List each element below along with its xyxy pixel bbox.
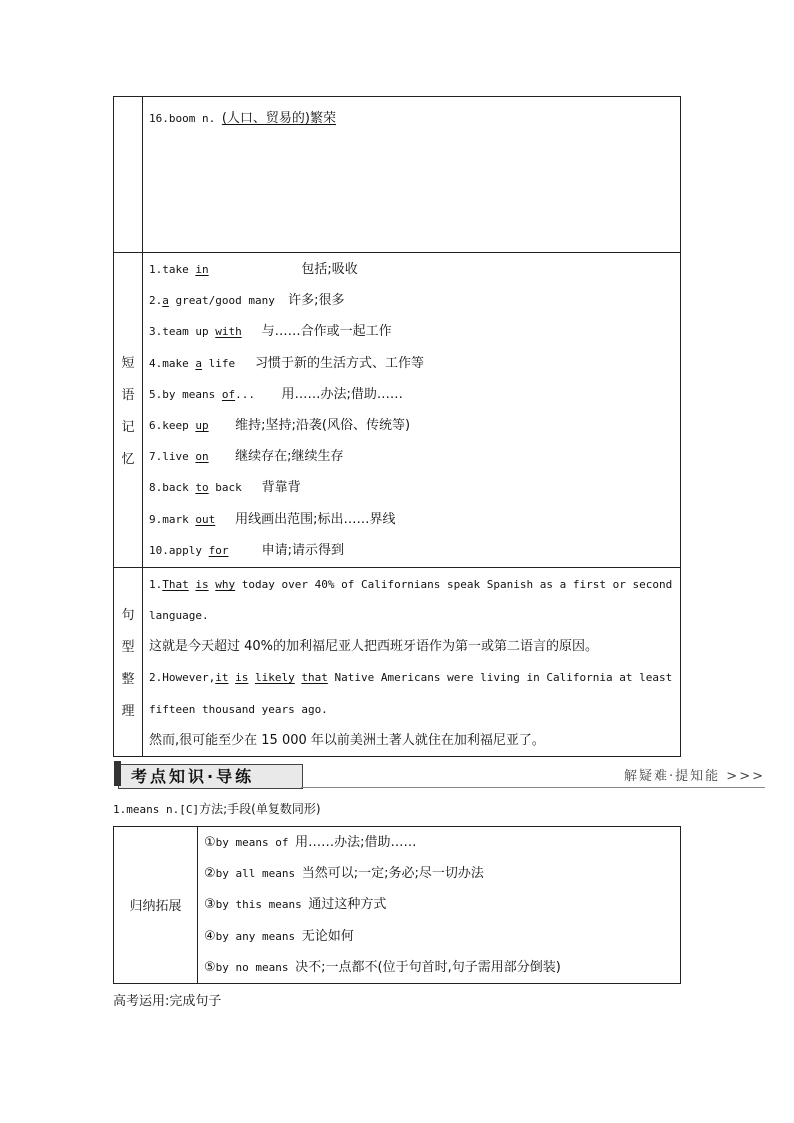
sentence-content-cell bbox=[143, 567, 681, 756]
banner-title: 考点知识·导练 bbox=[131, 767, 255, 786]
banner-title-box bbox=[118, 764, 303, 789]
vocab-item-16 bbox=[149, 103, 674, 134]
sentence-2-blank: it bbox=[215, 671, 229, 685]
phrase-text: 8.back bbox=[149, 481, 196, 495]
phrase-blank: on bbox=[195, 450, 209, 464]
phrase-gap bbox=[215, 513, 228, 526]
sentence-2-line-2: fifteen thousand years ago. bbox=[149, 702, 328, 716]
main-table-wrapper bbox=[113, 96, 681, 757]
point-1-item bbox=[204, 921, 674, 952]
sentence-side-char: 型 bbox=[121, 640, 135, 656]
point-1-item bbox=[204, 952, 674, 983]
vocab-side-cell bbox=[114, 97, 143, 253]
point-1-label: 归纳拓展 bbox=[114, 827, 198, 984]
phrase-space bbox=[248, 357, 255, 370]
phrase-space bbox=[255, 325, 262, 338]
phrase-meaning: 许多;很多 bbox=[288, 293, 345, 309]
point-1-list bbox=[198, 827, 680, 983]
sentence-side-char: 句 bbox=[121, 608, 135, 624]
point-1-meaning: 用……办法;借助…… bbox=[295, 835, 417, 850]
point-1-table-wrapper bbox=[113, 826, 681, 984]
phrase-meaning: 用……办法;借助…… bbox=[281, 386, 403, 402]
sentence-2-line-1: 2.However,it is likely that Native Americans were living in California at least bbox=[149, 671, 673, 685]
phrase-blank: a bbox=[195, 356, 202, 370]
phrase-gap bbox=[209, 450, 229, 463]
point-1-meaning: 无论如何 bbox=[301, 928, 354, 944]
vocab-item-16-en: 16.boom n. bbox=[149, 112, 222, 125]
phrase-item bbox=[149, 254, 674, 285]
point-1-table bbox=[113, 826, 681, 984]
point-1-number: ① bbox=[204, 835, 216, 850]
phrase-content-cell bbox=[143, 253, 681, 568]
point-1-content bbox=[198, 827, 681, 984]
phrase-text: 4.make bbox=[149, 356, 196, 370]
phrase-meaning: 背靠背 bbox=[261, 480, 301, 496]
phrase-meaning: 申请;请示得到 bbox=[261, 542, 344, 558]
phrase-text: great/good many bbox=[168, 294, 282, 308]
sentence-1-line-1: 1.That is why today over 40% of Californians speak Spanish as a first or second bbox=[149, 577, 673, 591]
phrase-side-char: 记 bbox=[121, 420, 135, 436]
point-1-phrase: by all means bbox=[215, 867, 302, 881]
point-1-item bbox=[204, 827, 674, 858]
vocab-item-16-answer: (人口、贸易的)繁荣 bbox=[221, 111, 337, 126]
point-1-phrase: by means of bbox=[215, 836, 296, 849]
phrase-text: 6.keep bbox=[149, 418, 196, 432]
phrase-text: ... bbox=[235, 387, 255, 401]
phrase-item bbox=[149, 316, 674, 347]
phrase-text: 9.mark bbox=[149, 512, 196, 526]
phrase-item bbox=[149, 379, 674, 410]
point-1-heading: 1.means n.[C]方法;手段(单复数同形) bbox=[113, 802, 321, 816]
phrase-gap bbox=[255, 388, 275, 401]
phrase-item bbox=[149, 410, 674, 441]
sentence-2-blank: likely bbox=[254, 671, 295, 685]
point-1-phrase: by no means bbox=[215, 960, 296, 974]
point-1-number: ③ bbox=[204, 897, 216, 913]
phrase-side-char: 语 bbox=[121, 388, 135, 404]
banner-subtitle: 解疑难·提知能 >>> bbox=[624, 769, 765, 784]
vocab-content-cell bbox=[143, 97, 681, 253]
phrase-side-char: 忆 bbox=[121, 452, 135, 468]
phrase-meaning: 与……合作或一起工作 bbox=[261, 324, 392, 340]
phrase-blank: with bbox=[215, 325, 242, 339]
point-1-number: ④ bbox=[204, 928, 216, 944]
phrase-meaning: 习惯于新的生活方式、工作等 bbox=[254, 355, 424, 371]
point-1-meaning: 决不;一点都不(位于句首时,句子需用部分倒装) bbox=[295, 959, 561, 975]
sentence-side-char: 整 bbox=[121, 672, 135, 688]
point-1-meaning: 通过这种方式 bbox=[308, 897, 387, 913]
phrase-text: 5.by means bbox=[149, 387, 222, 401]
phrase-meaning: 维持;坚持;沿袭(风俗、传统等) bbox=[235, 417, 411, 433]
phrase-item bbox=[149, 441, 674, 472]
sentence-side-label bbox=[114, 567, 143, 756]
phrase-text: 10.apply bbox=[149, 543, 209, 557]
phrase-gap bbox=[228, 544, 255, 557]
phrase-item bbox=[149, 472, 674, 503]
phrase-text: back bbox=[208, 481, 242, 495]
phrase-blank: up bbox=[195, 418, 209, 432]
phrase-blank: a bbox=[162, 294, 169, 308]
phrase-side-label bbox=[114, 253, 143, 568]
vocabulary-table bbox=[113, 96, 681, 757]
point-1-phrase: by any means bbox=[215, 929, 302, 943]
sentence-2-blank: that bbox=[301, 671, 328, 685]
sentence-1-line-2: language. bbox=[149, 609, 209, 623]
phrase-gap bbox=[235, 357, 248, 370]
phrase-item bbox=[149, 535, 674, 566]
phrase-text: life bbox=[201, 356, 236, 370]
sentence-1-blank: why bbox=[215, 577, 236, 591]
phrase-gap bbox=[209, 263, 295, 276]
point-1-number: ⑤ bbox=[204, 959, 216, 975]
phrase-item bbox=[149, 348, 674, 379]
sentence-2-blank: is bbox=[235, 671, 249, 685]
phrase-item bbox=[149, 285, 674, 316]
phrase-item bbox=[149, 504, 674, 535]
point-1-item bbox=[204, 858, 674, 889]
phrase-text: 1.take bbox=[149, 263, 196, 276]
point-1-phrase: by this means bbox=[215, 898, 309, 912]
phrase-blank: of bbox=[221, 387, 236, 401]
sentence-2-translation: 然而,很可能至少在 15 000 年以前美洲土著人就住在加利福尼亚了。 bbox=[149, 732, 545, 748]
phrase-blank: out bbox=[195, 512, 216, 526]
sentence-side-char: 理 bbox=[121, 704, 135, 720]
phrase-blank: to bbox=[195, 481, 209, 495]
point-1-number: ② bbox=[204, 866, 216, 882]
point-1-meaning: 当然可以;一定;务必;尽一切办法 bbox=[301, 866, 484, 882]
phrase-meaning: 继续存在;继续生存 bbox=[235, 449, 344, 465]
phrase-text: 2. bbox=[149, 294, 163, 308]
phrase-blank: for bbox=[208, 543, 229, 557]
phrase-gap bbox=[209, 419, 229, 432]
footer-text: 高考运用:完成句子 bbox=[113, 994, 222, 1009]
phrase-gap bbox=[242, 325, 255, 338]
phrase-text: 7.live bbox=[149, 450, 196, 464]
sentence-1-blank: is bbox=[195, 577, 209, 591]
point-1-item bbox=[204, 889, 674, 920]
phrase-list bbox=[143, 253, 680, 567]
phrase-space bbox=[255, 544, 262, 557]
phrase-meaning: 用线画出范围;标出……界线 bbox=[235, 511, 396, 527]
phrase-meaning: 包括;吸收 bbox=[301, 262, 358, 277]
phrase-text: 3.team up bbox=[149, 325, 216, 339]
phrase-gap bbox=[242, 481, 255, 494]
phrase-blank: in bbox=[195, 263, 209, 276]
phrase-side-char: 短 bbox=[121, 356, 135, 372]
section-banner bbox=[113, 760, 765, 790]
sentence-1-blank: That bbox=[162, 577, 189, 591]
banner-divider bbox=[301, 787, 765, 788]
phrase-space bbox=[255, 481, 262, 494]
sentence-1-translation: 这就是今天超过 40%的加利福尼亚人把西班牙语作为第一或第二语言的原因。 bbox=[149, 639, 599, 655]
